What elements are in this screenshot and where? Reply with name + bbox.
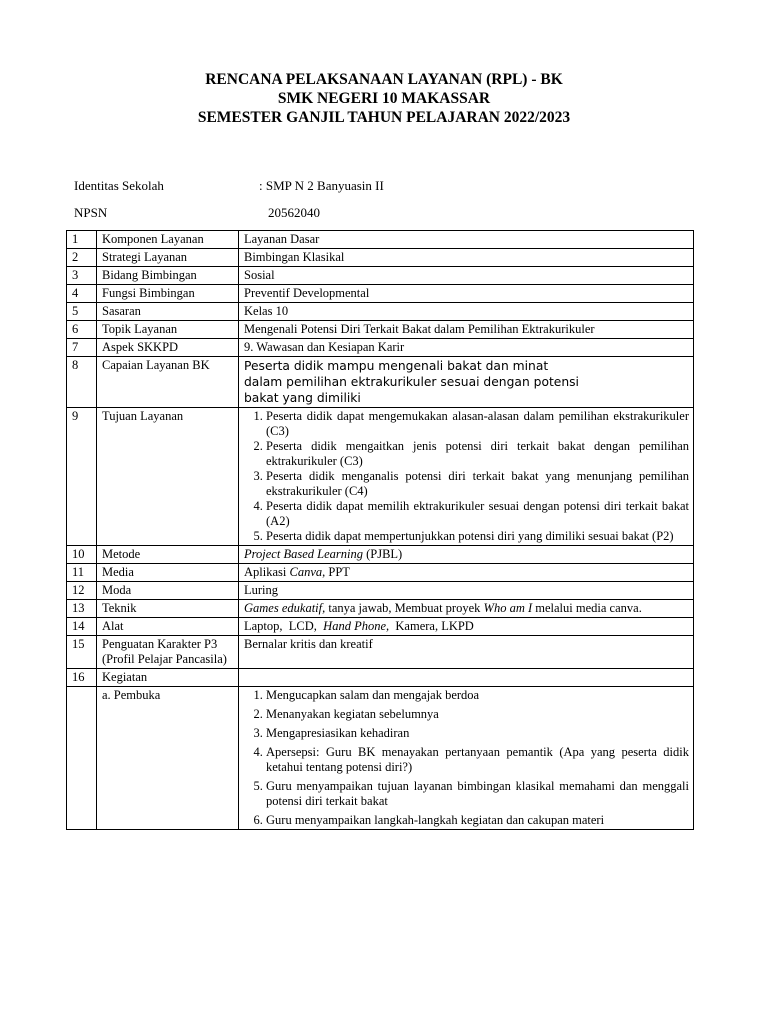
capaian-line-3: bakat yang dimiliki <box>244 391 361 405</box>
row-number: 5 <box>67 303 97 321</box>
row-value <box>239 408 694 546</box>
pembuka-list <box>244 688 689 828</box>
row-value <box>239 546 694 564</box>
tujuan-list <box>244 409 689 544</box>
list-item: 5. Guru menyampaikan tujuan layanan bimbingan klasikal memahami dan menggali potensi diri terkait bakat <box>266 779 689 809</box>
table-row <box>67 618 694 636</box>
title-line-3: SEMESTER GANJIL TAHUN PELAJARAN 2022/2023 <box>197 109 571 126</box>
row-label: Fungsi Bimbingan <box>97 285 239 303</box>
row-number: 13 <box>67 600 97 618</box>
row-label: Komponen Layanan <box>97 231 239 249</box>
row-value <box>239 564 694 582</box>
rpl-table <box>66 230 694 830</box>
row-label: Sasaran <box>97 303 239 321</box>
row-number: 11 <box>67 564 97 582</box>
table-row <box>67 546 694 564</box>
media-text-b: , PPT <box>322 565 350 579</box>
list-item: 4. Peserta didik dapat memilih ektrakurikuler sesuai dengan potensi diri terkait bakat (A2) <box>266 499 689 529</box>
row-value: Layanan Dasar <box>239 231 694 249</box>
list-item: 3. Mengapresiasikan kehadiran <box>266 726 689 741</box>
row-label: Penguatan Karakter P3 (Profil Pelajar Pancasila) <box>97 636 239 669</box>
row-value <box>239 687 694 830</box>
table-row <box>67 687 694 830</box>
table-row <box>67 285 694 303</box>
row-number: 1 <box>67 231 97 249</box>
row-value <box>239 669 694 687</box>
title-line-2: SMK NEGERI 10 MAKASSAR <box>277 90 491 107</box>
row-label: Media <box>97 564 239 582</box>
row-label: Alat <box>97 618 239 636</box>
row-number: 7 <box>67 339 97 357</box>
npsn-label: NPSN <box>74 205 108 220</box>
npsn-value: 20562040 <box>268 205 320 220</box>
teknik-italic-2: Who am I <box>483 601 533 615</box>
teknik-italic-1: Games edukatif, <box>244 601 326 615</box>
identity-npsn-row <box>74 205 320 221</box>
row-number: 16 <box>67 669 97 687</box>
row-value: Sosial <box>239 267 694 285</box>
table-row <box>67 564 694 582</box>
list-item: 1. Peserta didik dapat mengemukakan alasan-alasan dalam pemilihan ekstrakurikuler (C3) <box>266 409 689 439</box>
identity-school-row <box>74 178 384 194</box>
list-item: 6. Guru menyampaikan langkah-langkah kegiatan dan cakupan materi <box>266 813 689 828</box>
row-label: Aspek SKKPD <box>97 339 239 357</box>
school-value: : SMP N 2 Banyuasin II <box>259 178 384 193</box>
teknik-text-mid: tanya jawab, Membuat proyek <box>325 601 484 615</box>
row-label: Bidang Bimbingan <box>97 267 239 285</box>
media-italic: Canva <box>289 565 323 579</box>
row-number: 15 <box>67 636 97 669</box>
alat-text-b: Kamera, LKPD <box>389 619 474 633</box>
row-label: a. Pembuka <box>97 687 239 830</box>
list-item: 2. Peserta didik mengaitkan jenis potensi diri terkait bakat dengan pemilihan ektrakurikuler (C3) <box>266 439 689 469</box>
table-row <box>67 267 694 285</box>
row-label: Moda <box>97 582 239 600</box>
list-item: 1. Mengucapkan salam dan mengajak berdoa <box>266 688 689 703</box>
row-value <box>239 618 694 636</box>
table-row <box>67 669 694 687</box>
row-value: Preventif Developmental <box>239 285 694 303</box>
row-number: 6 <box>67 321 97 339</box>
media-text-a: Aplikasi <box>244 565 290 579</box>
table-row <box>67 600 694 618</box>
row-number <box>67 687 97 830</box>
row-value: Kelas 10 <box>239 303 694 321</box>
row-label: Teknik <box>97 600 239 618</box>
list-item: 3. Peserta didik menganalis potensi diri terkait bakat yang menunjang pemilihan ekstrakurikuler (C4) <box>266 469 689 499</box>
row-number: 9 <box>67 408 97 546</box>
row-value: Luring <box>239 582 694 600</box>
capaian-line-2: dalam pemilihan ektrakurikuler sesuai dengan potensi <box>244 375 579 389</box>
row-label: Tujuan Layanan <box>97 408 239 546</box>
alat-text-a: Laptop, LCD, <box>244 619 324 633</box>
row-label: Topik Layanan <box>97 321 239 339</box>
row-value: Bernalar kritis dan kreatif <box>239 636 694 669</box>
row-value <box>239 600 694 618</box>
capaian-line-1: Peserta didik mampu mengenali bakat dan minat <box>244 359 549 373</box>
row-value: Bimbingan Klasikal <box>239 249 694 267</box>
table-row <box>67 321 694 339</box>
row-label: Strategi Layanan <box>97 249 239 267</box>
school-label: Identitas Sekolah <box>74 178 164 193</box>
table-row <box>67 636 694 669</box>
list-item: 5. Peserta didik dapat mempertunjukkan potensi diri yang dimiliki sesuai bakat (P2) <box>266 529 689 544</box>
title-line-1: RENCANA PELAKSANAAN LAYANAN (RPL) - BK <box>205 71 563 88</box>
list-item: 2. Menanyakan kegiatan sebelumnya <box>266 707 689 722</box>
table-row <box>67 231 694 249</box>
document-title <box>0 70 768 127</box>
table-row <box>67 303 694 321</box>
metode-rest: (PJBL) <box>362 547 403 561</box>
table-row <box>67 249 694 267</box>
row-value: 9. Wawasan dan Kesiapan Karir <box>239 339 694 357</box>
alat-italic: Hand Phone, <box>323 619 390 633</box>
row-number: 4 <box>67 285 97 303</box>
row-label: Capaian Layanan BK <box>97 357 239 408</box>
list-item: 4. Apersepsi: Guru BK menayakan pertanyaan pemantik (Apa yang peserta didik ketahui tentang potensi diri?) <box>266 745 689 775</box>
row-number: 2 <box>67 249 97 267</box>
row-label: Metode <box>97 546 239 564</box>
teknik-text-end: melalui media canva. <box>532 601 642 615</box>
metode-italic: Project Based Learning <box>244 547 363 561</box>
table-row <box>67 582 694 600</box>
row-number: 14 <box>67 618 97 636</box>
table-row <box>67 357 694 408</box>
row-number: 3 <box>67 267 97 285</box>
row-number: 12 <box>67 582 97 600</box>
row-label: Kegiatan <box>97 669 239 687</box>
row-value <box>239 357 694 408</box>
row-value: Mengenali Potensi Diri Terkait Bakat dalam Pemilihan Ektrakurikuler <box>239 321 694 339</box>
row-number: 10 <box>67 546 97 564</box>
table-row <box>67 339 694 357</box>
table-row <box>67 408 694 546</box>
row-number: 8 <box>67 357 97 408</box>
